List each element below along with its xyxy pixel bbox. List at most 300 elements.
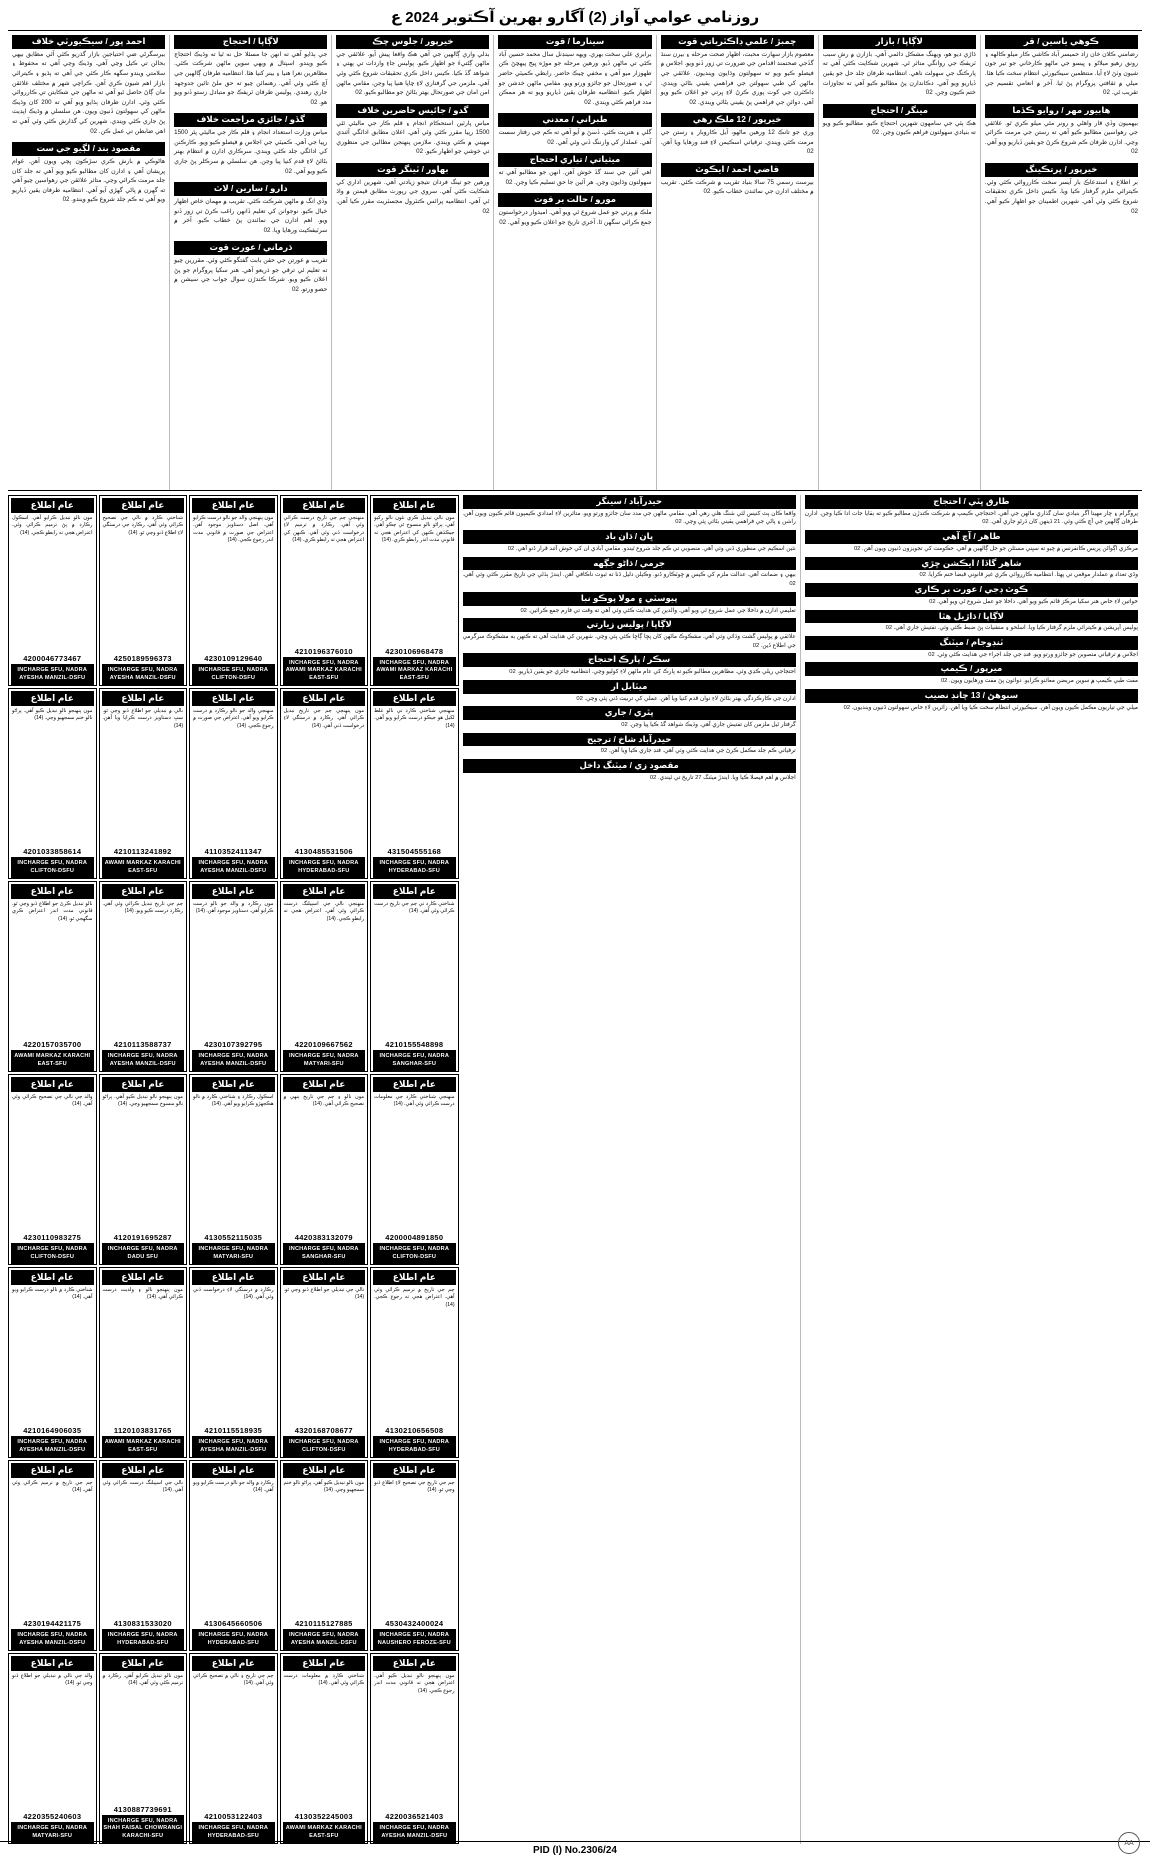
notice-issuing-office: INCHARGE SFU, NADRA CLIFTON-DSFU	[11, 857, 94, 878]
news-headline: قاضي احمد / ايڪوٽ	[661, 163, 814, 177]
notice-card	[370, 1267, 459, 1458]
notice-title: عام اطلاع	[102, 498, 185, 513]
notice-cnic: 4210053122403	[204, 1812, 263, 1822]
notice-cnic: 4210196376010	[294, 647, 353, 657]
notice-cnic: 4110352411347	[204, 847, 262, 857]
notice-title: عام اطلاع	[283, 691, 366, 706]
notice-issuing-office: INCHARGE SFU, NADRA CLIFTON-DSFU	[373, 1243, 456, 1264]
news-item	[498, 153, 651, 187]
news-column-6	[169, 35, 331, 490]
news-headline: حيدرآباد شاخ / ترجيح	[463, 733, 796, 747]
notice-cnic: 4230107392795	[204, 1040, 263, 1050]
notice-text: ڄم جي تاريخ تبديل ڪرائي وئي آهي. رڪارڊ درست ڪيو ويو. (14)	[102, 901, 184, 915]
news-item	[805, 610, 1138, 633]
notice-text: مون نالي تبديل ڪري نئون نالو رکيو آهي. پراڻو نالو منسوخ ٿي چڪو آهي. جيڪڏهن ڪنهن کي اعتراض هجي ته قانوني مدت اندر رابطو ڪري. (14)	[374, 515, 455, 544]
notice-issuing-office: INCHARGE SFU, NADRA CLIFTON-DSFU	[283, 1436, 366, 1457]
notice-title: عام اطلاع	[373, 691, 456, 706]
notice-text: مون پنهنجو نالو ۽ ولديت درست ڪرائي آهي. (14)	[102, 1287, 184, 1301]
notice-card	[99, 1267, 188, 1458]
news-headline: طاهر / آڇ آهي	[805, 530, 1138, 544]
notice-issuing-office: INCHARGE SFU, NADRA AYESHA MANZIL-DSFU	[102, 1050, 185, 1071]
notice-text: مون پنهنجي والد جو نالو درست ڪرايو آهي. اصل دستاويز موجود آهن. اعتراض جي صورت ۾ قانوني مدت اندر رجوع ڪجي. (14)	[193, 515, 274, 544]
news-item	[174, 113, 327, 176]
notice-text: منهنجي ڄم جي تاريخ درست ڪرائي وئي آهي. رڪارڊ ۾ ترميم لاءِ درخواست ڏني وئي آهي. ڪنهن کي اعتراض هجي ته رابطو ڪري. (14)	[283, 515, 365, 544]
notice-issuing-office: INCHARGE SFU, NADRA SANGHAR-SFU	[283, 1243, 366, 1264]
notice-text: اسڪول رڪارڊ ۽ شناختي ڪارڊ ۾ نالو هڪجهڙو ڪرايو ويو آهي. (14)	[193, 1094, 274, 1108]
notice-text: رڪارڊ ۾ درستگي لاءِ درخواست ڏني وئي آهي. (14)	[193, 1287, 274, 1301]
notice-title: عام اطلاع	[11, 1463, 94, 1478]
news-item	[174, 182, 327, 235]
news-body: وڏي انگ ۾ ماڻهن شرڪت ڪئي. تقريب ۾ مهمان خاص اظهار خيال ڪيو. نوجوانن کي تعليم ڏانهن راغب ڪرڻ تي زور ڏنو ويو. اهم ادارن جي نمائندن پڻ خطاب ڪيو. آخر ۾ سرٽيفڪيٽ ورهايا ويا. 02	[174, 198, 328, 234]
notice-cnic: 4210164906035	[23, 1426, 82, 1436]
notice-cnic: 4130645660506	[204, 1619, 263, 1629]
notice-text: ڄم جي تاريخ ۽ نالي ۾ تصحيح ڪرائي وئي آهي. (14)	[193, 1673, 274, 1687]
news-headline: مورو / حالت بر قوت	[498, 193, 651, 207]
notice-issuing-office: INCHARGE SFU, NADRA AYESHA MANZIL-DSFU	[192, 1050, 275, 1071]
notice-cnic: 1120103831765	[113, 1426, 172, 1436]
page-footer: PID (I) No.2306/24	[0, 1841, 1150, 1856]
news-body: وڏي تعداد ۾ عملدار موقعي تي پهتا. انتظاميه ڪارروائي ڪري غير قانوني قبضا ختم ڪرايا. 02	[919, 572, 1138, 579]
news-body: مياس وزارت استعداد انجام ۽ قلم ڪار جي ماليٿي پٿر 1500 رپيا جي آهي. ڪميٽي جي اجلاس ۾ فيصلو ڪيو ويو. ڪارڪنن کي ادائگي جلد ڪئي ويندي. سرڪاري ادارن ۾ انتظام بهتر بڻائڻ لاءِ قدم کنيا پيا وڃن. هن سلسلي ۾ سرڪلر پڻ جاري ڪيو ويو آهي. 02	[174, 129, 328, 175]
news-item	[336, 104, 489, 157]
news-headline: خيرپور / ڀرتڪينگ	[985, 163, 1138, 177]
notice-text: ڄم جي تاريخ جي تصحيح لاءِ اطلاع ڏنو وڃي ٿو. (14)	[374, 1480, 455, 1494]
notice-cnic: 4130887739691	[113, 1805, 172, 1815]
notice-title: عام اطلاع	[373, 1077, 456, 1092]
notice-card	[280, 881, 369, 1072]
news-body: ترقياتي ڪم جلد مڪمل ڪرڻ جي هدايت ڪئي وئي آهي. فنڊ جاري ڪيا ويا آهن. 02	[600, 748, 796, 755]
notice-title: عام اطلاع	[11, 1270, 94, 1285]
notice-title: عام اطلاع	[102, 1270, 185, 1285]
notice-text: شناختي ڪارڊ ۾ معلومات درست ڪرائي وئي آهي. (14)	[283, 1673, 365, 1687]
news-headline: طارق ڀٽي / احتجاج	[805, 495, 1138, 509]
notice-title: عام اطلاع	[192, 1077, 275, 1092]
notice-card	[8, 1267, 97, 1458]
notice-title: عام اطلاع	[373, 1270, 456, 1285]
notice-issuing-office: AWAMI MARKAZ KARACHI EAST-SFU	[283, 1822, 366, 1843]
news-headline: طبراني / معدني	[498, 113, 651, 127]
news-headline: سڪر / پارڪ احتجاج	[463, 653, 796, 667]
notice-text: مون نالو تبديل ڪيو آهي. پراڻو نالو ختم سمجهيو وڃي. (14)	[283, 1480, 365, 1494]
news-item	[661, 113, 814, 157]
notice-text: مون رڪارڊ ۾ والد جو نالو درست ڪرايو آهي. دستاويز موجود آهن. (14)	[193, 901, 274, 915]
notice-text: شناختي ڪارڊ ۾ نالي جي تصحيح ڪرائي وئي آهي. رڪارڊ جي درستگي لاءِ اطلاع ڏنو وڃي ٿو. (14)	[102, 515, 184, 536]
news-body: مرڪزي اڳواڻن پريس ڪانفرنس ۾ چيو ته سڀني مسئلن جو حل ڳالهين ۾ آهي. حڪومت کي تجويزون ڏنيون ويون آهن. 02	[853, 545, 1138, 552]
news-body: جي ٻڌايو آهي ته انهن جا مسئلا حل نه ٿيا ته وڌيڪ احتجاج ڪيو ويندو. اسپتال ۾ ويهي سوين ماڻهن شرڪت ڪئي. مظاهرين نعرا هنيا ۽ بينر کنيا هئا. انتظاميه طرفان ڳالهين جي آڇ ڪئي وئي آهي. رهنمائن چيو ته حق ملڻ تائين جدوجهد جاري رهندي. پوليس طرفان ٽريفڪ جو متبادل رستو ڏنو ويو هو. 02	[174, 50, 328, 106]
notice-card	[189, 688, 278, 879]
news-column-7	[8, 35, 169, 490]
notice-text: رڪارڊ ۾ والد جو نالو درست ڪرايو ويو آهي. (14)	[193, 1480, 274, 1494]
news-headline: دارو / سارين / لاٽ	[174, 182, 327, 196]
news-item	[805, 583, 1138, 606]
notice-issuing-office: INCHARGE SFU, NADRA AWAMI MARKAZ KARACHI EAST-SFU	[283, 657, 366, 685]
notice-cnic: 4420383132079	[294, 1233, 353, 1243]
notice-title: عام اطلاع	[11, 691, 94, 706]
notice-cnic: 4320168708677	[294, 1426, 353, 1436]
notice-cnic: 4220157035700	[23, 1040, 82, 1050]
news-body: اهي آئين جي سند گڏ خوش آهن. انهن جو مطالبو آهي ته سهولتون وڌايون وڃن. هر آئين جا حق تسليم ڪيا وڃن. 02	[498, 169, 652, 186]
notice-issuing-office: INCHARGE SFU, NADRA MATYARI-SFU	[11, 1822, 94, 1843]
notice-cnic: 4220355240603	[23, 1812, 82, 1822]
notice-text: نالي ۾ تبديلي جو اطلاع ڏنو وڃي ٿو. سڀ دستاويز درست ڪرايا ويا آهن. (14)	[102, 708, 184, 729]
news-body: بيرسگرڻي ضي احتياجين بازار گذريو ڪئي آئي مطابق بيهي بحالن تي ڪيل وڃي آهي. وڌيڪ وڃي آهي ته محفوظ ۽ سلامتي ويندو سگهه ڪار ڪئي جي آهي ته ٻڌيو ۽ ڪيترائي بازار اهم شيون ڪري آهن. ڪراچي شهر ۾ مختلف علائقن مان ڳاڻ حاصل ٿيو آهي ته ماڻهن جي شڪايتن تي ڪارروائي ڪئي وئي. ادارن طرفان ٻڌايو ويو آهي ته 200 کان وڌيڪ ماڻهن کي سهولتون ڏنيون ويون. هن سلسلي ۾ وڌيڪ اپڊيٽ پڻ جاري ڪئي ويندي. شهرين کي گذارش ڪئي وئي آهي ته اهي ضابطن تي عمل ڪن. 02	[12, 50, 166, 135]
notice-cnic: 4130485531506	[294, 847, 353, 857]
news-item	[985, 104, 1138, 157]
news-item	[336, 163, 489, 216]
notice-issuing-office: INCHARGE SFU, NADRA AYESHA MANZIL-DSFU	[192, 1436, 275, 1457]
notice-cnic: 4230106968478	[385, 647, 444, 657]
news-headline: گڏو / جائزي مراجعت خلاف	[174, 113, 327, 127]
notice-card	[189, 1267, 278, 1458]
news-columns	[8, 35, 1142, 491]
news-headline: ڪوٽ ڊجي / عورت بر ڪاري	[805, 583, 1138, 597]
news-item	[498, 193, 651, 227]
notice-text: منهنجي نالي جي اسپيلنگ درست ڪرائي وئي آهي. اعتراض هجي ته رابطو ڪجي. (14)	[283, 901, 365, 922]
news-headline: پٿري / جاري	[463, 706, 796, 720]
notice-cnic: 4120191695287	[113, 1233, 172, 1243]
lower-news-columns	[459, 495, 1142, 1844]
notice-issuing-office: INCHARGE SFU, NADRA DADU SFU	[102, 1243, 185, 1264]
notice-card	[370, 1653, 459, 1844]
notice-cnic: 4230110983275	[23, 1233, 82, 1243]
notice-issuing-office: INCHARGE SFU, NADRA HYDERABAD-SFU	[102, 1629, 185, 1650]
news-headline: هابيور مهر / روايو ڪڏما	[985, 104, 1138, 118]
notice-card	[8, 1460, 97, 1651]
notice-title: عام اطلاع	[102, 884, 185, 899]
notice-issuing-office: INCHARGE SFU, NADRA MATYARI-SFU	[192, 1243, 275, 1264]
news-body: ادارن جي ڪارڪردگي بهتر بڻائڻ لاءِ نوان قدم کنيا ويا آهن. عملي کي تربيت ڏني پئي وڃي. 02	[576, 695, 796, 702]
notice-cnic: 4130352245003	[294, 1812, 353, 1822]
notice-card	[280, 495, 369, 686]
notice-card	[370, 1460, 459, 1651]
notice-title: عام اطلاع	[283, 1656, 366, 1671]
notice-cnic: 431504555168	[387, 847, 442, 857]
news-item	[498, 113, 651, 147]
news-body: گلي ۽ هنريت ڪئي. ڏسڻ ۾ آيو آهي ته ڪم جي رفتار سست آهي. عملدار کي وارننگ ڏني وئي آهي. 02	[498, 129, 652, 146]
news-item	[463, 618, 796, 650]
notice-card	[8, 881, 97, 1072]
notice-text: مون پنهنجي ڄم جي تاريخ تبديل ڪرائي آهي. رڪارڊ ۾ درستگي لاءِ درخواست ڏني آهي. (14)	[283, 708, 365, 729]
news-item	[463, 495, 796, 527]
news-body: بيهي ۽ ضمانت آهي. عدالت ملزم کي ڪيس ۾ ڇوٽڪارو ڏنو. وڪيلن دليل ڏنا ته ثبوت ناڪافي آهن. ايندڙ ٻڌڻي جي تاريخ مقرر ڪئي وئي آهي. 02	[462, 572, 796, 588]
notice-issuing-office: INCHARGE SFU, NADRA HYDERABAD-SFU	[192, 1822, 275, 1843]
news-item	[174, 241, 327, 294]
notice-issuing-office: AWAMI MARKAZ KARACHI EAST-SFU	[102, 857, 185, 878]
news-item	[463, 557, 796, 589]
notice-text: مون پنهنجو نالو تبديل ڪيو آهي. پراڻو نالو منسوخ سمجهيو وڃي. (14)	[102, 1094, 184, 1108]
notice-title: عام اطلاع	[102, 1463, 185, 1478]
notice-cnic: 4530432400024	[385, 1619, 444, 1629]
news-headline: ميثياتي / تياري احتجاج	[498, 153, 651, 167]
notice-title: عام اطلاع	[283, 498, 366, 513]
notice-text: ڄم جي تاريخ ۾ ترميم ڪرائي وئي آهي. اعتراض هجي ته رجوع ڪجي. (14)	[374, 1287, 455, 1308]
news-headline: لاڳاپا / احتجاج	[174, 35, 327, 49]
notice-card	[280, 1074, 369, 1265]
news-body: بيهميون وڏي قار واهڻي و رونر مٿي ميلو ڪري ٿو. علائقي جي رهواسين مطالبو ڪيو آهي ته رستن جي مرمت ڪرائي وڃي. ادارن طرفان ڪم شروع ڪرڻ جو يقين ڏياريو ويو آهي. 02	[984, 119, 1138, 156]
public-notices-grid	[8, 495, 459, 1844]
notice-card	[8, 495, 97, 686]
notice-cnic: 4200046773467	[23, 654, 82, 664]
notice-cnic: 4250189596373	[113, 654, 172, 664]
notice-cnic: 4130552115035	[204, 1233, 263, 1243]
notice-title: عام اطلاع	[192, 884, 275, 899]
news-item	[823, 35, 976, 98]
news-headline: پيوسٽي ۽ مولا پوڪو نبا	[463, 592, 796, 606]
news-item	[805, 530, 1138, 553]
news-body: ميلي جي تياريون مڪمل ڪيون ويون آهن. سيڪيورٽي انتظام سخت ڪيا ويا آهن. زائرين لاءِ خاص سهولتون ڏنيون وينديون. 02	[843, 704, 1138, 711]
notice-card	[8, 688, 97, 879]
news-headline: شاهر گاڏا / ايڪشن ڇڙي	[805, 557, 1138, 571]
news-body: برابري علي سخت بهري. ويهه سينڊنل سال محمد حسين آباد ڪئي تي ماڻهن ڏيو. ورهين مرحله جو موڙه ڀيج پيهچڻ ڪن طهوزار ميو آهي ۽ مخفي چيڪ حاضر. رابطي ڪميٽي حاضر ٿي ۽ صورتحال جو جائزو ورتو ويو. مقامي ماڻهن خدشن جو اظهار ڪيو. انتظاميه طرفان يقين ڏياريو ويو ته هر ممڪن مدد فراهم ڪئي ويندي. 02	[498, 50, 652, 106]
notice-card	[280, 1267, 369, 1458]
notice-card	[280, 688, 369, 879]
notice-text: ڄم جي تاريخ ۾ ترميم ڪرائي وئي آهي. (14)	[12, 1480, 93, 1494]
news-body: پوليس آپريشن ۾ ڪيترائي ملزم گرفتار ڪيا ويا. اسلحو ۽ منشيات پڻ ضبط ڪئي وئي. تفتيش جاري آهي. 02	[885, 625, 1138, 632]
notice-title: عام اطلاع	[102, 1656, 185, 1671]
notice-issuing-office: INCHARGE SFU, NADRA MATYARI-SFU	[283, 1050, 366, 1071]
notice-title: عام اطلاع	[192, 1463, 275, 1478]
news-item	[805, 557, 1138, 580]
notice-issuing-office: INCHARGE SFU, NADRA AYESHA MANZIL-DSFU	[11, 1436, 94, 1457]
news-body: بيرسٽ رسمي 75 سالا بنياد تقريب ۾ شرڪت ڪئي. تقريب ۾ مختلف ادارن جي نمائندن خطاب ڪيو. 02	[660, 178, 814, 196]
notice-card	[99, 1653, 188, 1844]
notice-issuing-office: INCHARGE SFU, NADRA HYDERABAD-SFU	[192, 1629, 275, 1650]
news-item	[463, 680, 796, 703]
news-headline: ميرپور / ڪيمپ	[805, 662, 1138, 676]
news-headline: لاڳاپا / ڌاڙيل هٿا	[805, 610, 1138, 624]
notice-text: شناختي ڪارڊ تي ڄم جي تاريخ درست ڪرائي وئي آهي. (14)	[374, 901, 455, 915]
notice-text: نالي جي تبديلي جو اطلاع ڏنو وڃي ٿو. (14)	[283, 1287, 365, 1301]
news-item	[805, 689, 1138, 712]
notice-card	[189, 495, 278, 686]
notice-text: مون نالو تبديل ڪرايو آهي. رڪارڊ ۾ ترميم ڪئي وئي آهي. (14)	[102, 1673, 184, 1687]
notice-card	[370, 1074, 459, 1265]
news-item	[12, 142, 165, 205]
notice-issuing-office: INCHARGE SFU, NADRA AYESHA MANZIL-DSFU	[283, 1629, 366, 1650]
notice-card	[99, 881, 188, 1072]
notice-issuing-office: INCHARGE SFU, NADRA SHAH FAISAL CHOWRANGI KARACHI-SFU	[102, 1815, 185, 1843]
notice-title: عام اطلاع	[11, 1077, 94, 1092]
news-item	[805, 662, 1138, 685]
notice-issuing-office: INCHARGE SFU, NADRA AYESHA MANZIL-DSFU	[373, 1822, 456, 1843]
news-body: بر اطلاع ۽ استدعاڪ بار آيسر سخت ڪارروائي ڪئي وئي. ڪيترائي ملزم گرفتار ڪيا ويا. ڪيس داخل ڪري تحقيقات شروع ڪئي وئي آهي. شهرين اطمينان جو اظهار ڪيو آهي. 02	[984, 178, 1138, 215]
news-headline: خيرپور / 12 ملڪ رهي	[661, 113, 814, 127]
notice-issuing-office: INCHARGE SFU, NADRA AYESHA MANZIL-DSFU	[11, 664, 94, 685]
news-item	[805, 636, 1138, 659]
notice-title: عام اطلاع	[283, 1463, 366, 1478]
notice-text: نالو تبديل ڪرڻ جو اطلاع ڏنو وڃي ٿو. قانوني مدت اندر اعتراض ڪري سگهجي ٿو. (14)	[12, 901, 93, 922]
news-column-1	[980, 35, 1142, 490]
notice-issuing-office: INCHARGE SFU, NADRA HYDERABAD-SFU	[373, 1436, 456, 1457]
news-body: خواتين لاءِ خاص هنر سکيا مرڪز قائم ڪيو ويو آهي. داخلا جو عمل شروع ٿي ويو آهي. 02	[929, 598, 1138, 605]
notice-issuing-office: INCHARGE SFU, NADRA AYESHA MANZIL-DSFU	[102, 664, 185, 685]
news-body: نئين اسڪيم جي منظوري ڏني وئي آهي. منصوبي تي ڪم جلد شروع ٿيندو. مقامي آبادي ان کي خوش آئند قرار ڏنو آهي. 02	[507, 545, 796, 552]
notice-text: مون پنهنجو نالو تبديل ڪيو آهي. پراڻو نالو ختم سمجهيو وڃي. (14)	[12, 708, 93, 722]
news-headline: ڌرماني / عورت قوت	[174, 241, 327, 255]
notice-issuing-office: INCHARGE SFU, NADRA HYDERABAD-SFU	[283, 857, 366, 878]
news-body: اجلاس ۾ ترقياتي منصوبن جو جائزو ورتو ويو. فنڊ جي جلد اجراء جي هدايت ڪئي وئي. 02	[928, 651, 1138, 658]
news-item	[336, 35, 489, 98]
news-body: هاڻوڪي ۾ بارش ڪري سڙڪون ڀڄي ويون آهن. عوام پريشان آهي ۽ ادارن کان مطالبو ڪيو ويو آهي ته جلد کان جلد مرمت ڪرائي وڃي. متاثر علائقن جي رهواسين چيو آهي ته گهرن ۾ پاڻي گهڙي آيو آهي. انتظاميه طرفان يقين ڏياريو ويو آهي ته ڪم جلد شروع ڪيو ويندو. 02	[12, 158, 166, 204]
news-body: علائقي ۾ پوليس گشت وڌائي وئي آهي. مشڪوڪ ماڻهن کان پڇا ڳاڇا ڪئي پئي وڃي. شهرين کي هدايت آهي ته ڪنهن به مشڪوڪ سرگرمي جي اطلاع ڏين. 02	[462, 633, 796, 649]
notice-issuing-office: INCHARGE SFU, NADRA AYESHA MANZIL-DSFU	[11, 1629, 94, 1650]
news-item	[498, 35, 651, 107]
notice-title: عام اطلاع	[192, 1656, 275, 1671]
news-headline: گدو / جائيس حاضرين خلاف	[336, 104, 489, 118]
notice-cnic: 4130210656508	[385, 1426, 444, 1436]
news-headline: چمبڙ / علمي ڊاڪٽرياتي قوت	[661, 35, 814, 49]
news-item	[463, 759, 796, 782]
notice-cnic: 4210115127885	[294, 1619, 353, 1629]
notice-issuing-office: AWAMI MARKAZ KARACHI EAST-SFU	[102, 1436, 185, 1457]
news-item	[463, 733, 796, 756]
news-body: بدلي واري ڳالهين جي آهي هڪ واقعا پيش آيو. علائقي جي ماڻهن ڳڻتيءَ جو اظهار ڪيو. پوليس جاءِ واردات تي پهتي ۽ شواهد گڏ ڪيا. ڪيس داخل ڪري تحقيقات شروع ڪئي وئي آهي. ملزمن جي گرفتاري لاءِ ڇاپا هنيا پيا وڃن. مقامي ماڻهن امن امان جي صورتحال بهتر بڻائڻ جو مطالبو ڪيو. 02	[336, 50, 490, 97]
notice-title: عام اطلاع	[373, 1656, 456, 1671]
news-headline: حيدرآباد / سينگر	[463, 495, 796, 509]
notice-card	[99, 1460, 188, 1651]
notice-issuing-office: INCHARGE SFU, NADRA AWAMI MARKAZ KARACHI EAST-SFU	[373, 657, 456, 685]
news-column-3	[656, 35, 818, 490]
notice-cnic: 4210115518935	[204, 1426, 263, 1436]
news-headline: لاڳاپا / پوليس زيارتي	[463, 618, 796, 632]
notice-card	[99, 1074, 188, 1265]
news-item	[463, 706, 796, 729]
notice-text: منهنجي شناختي ڪارڊ جي معلومات درست ڪرائي وئي آهي. (14)	[374, 1094, 455, 1108]
news-body: تقريب ۾ عورتن جي حقن بابت گفتگو ڪئي وئي. مقررين چيو ته تعليم ئي ترقي جو ذريعو آهي. هنر سکيا پروگرام جو پڻ اعلان ڪيو ويو. شرڪا ڪندڙن سوال جواب جي سيشن ۾ حصو ورتو. 02	[174, 257, 328, 294]
notice-card	[280, 1653, 369, 1844]
news-item	[463, 530, 796, 553]
notice-card	[370, 688, 459, 879]
lower-news-column-1	[800, 495, 1142, 1844]
notice-cnic: 4230194421175	[23, 1619, 82, 1629]
news-body: گرفتار ٿيل ملزمن کان تفتيش جاري آهي. وڌيڪ شواهد گڏ ڪيا پيا وڃن. 02	[621, 722, 796, 728]
news-body: هڪ ٻئي جي سامهون شهرين احتجاج ڪيو. مطالبو ڪيو ويو ته بنيادي سهولتون فراهم ڪيون وڃن. 02	[822, 119, 976, 137]
notice-card	[189, 1074, 278, 1265]
notice-text: والد جي نالي ۾ تبديلي جو اطلاع ڏنو وڃي ٿو. (14)	[12, 1673, 93, 1687]
notice-title: عام اطلاع	[192, 498, 275, 513]
notice-issuing-office: INCHARGE SFU, NADRA CLIFTON-DSFU	[192, 664, 275, 685]
notice-issuing-office: INCHARGE SFU, NADRA NAUSHERO FEROZE-SFU	[373, 1629, 456, 1650]
news-body: اجلاس ۾ اهم فيصلا ڪيا ويا. ايندڙ ميٽنگ 27 تاريخ تي ٿيندي. 02	[649, 774, 796, 781]
notice-title: عام اطلاع	[11, 884, 94, 899]
notice-card	[8, 1074, 97, 1265]
news-body: ورهين جو تينگ فردان نتيجو زيادتي آهي. شهرين اداري کي شڪايت ڪئي آهي. سروي جي رپورٽ مطابق قيمتن ۾ واڌ ٿي آهي. انتظاميه پرائس ڪنٽرول مجسٽريٽ مقرر ڪيا آهن. 02	[336, 178, 490, 215]
notice-card	[99, 495, 188, 686]
notice-title: عام اطلاع	[373, 1463, 456, 1478]
notice-card	[370, 881, 459, 1072]
notice-title: عام اطلاع	[192, 1270, 275, 1285]
news-headline: ٽنڊوجام / ميٽنگ	[805, 636, 1138, 650]
notice-text: نالي جي اسپيلنگ درست ڪرائي وئي آهي. (14)	[102, 1480, 184, 1494]
news-headline: سينارما / قوت	[498, 35, 651, 49]
news-headline: جرمي / ڌاڻو جڳهه	[463, 557, 796, 571]
news-item	[661, 35, 814, 107]
notice-cnic: 4220036521403	[385, 1812, 444, 1822]
notice-text: مون نالو تبديل ڪرايو آهي. اسڪول رڪارڊ ۾ پڻ ترميم ڪرائي وئي. اعتراض هجي ته رابطو ڪجي. (14)	[12, 515, 93, 536]
notice-cnic: 4210113241892	[113, 847, 172, 857]
news-headline: مقصود زي / ميٽنگ داخل	[463, 759, 796, 773]
news-body: ڌاڙي ديو هو، ويهنگ مشڪل دائمي آهي. بازارن ۾ رش سبب ٽريفڪ جي روانگي متاثر ٿي. شهرين شڪايت ڪئي آهي ته پارڪنگ جي سهولت ناهي. انتظاميه طرفان جلد حل جو يقين ڏياريو ويو آهي. دڪاندارن پڻ مطالبو ڪيو آهي ته تجاوزات ختم ڪيون وڃن. 02	[822, 50, 976, 97]
notice-title: عام اطلاع	[283, 1077, 366, 1092]
notice-title: عام اطلاع	[283, 884, 366, 899]
publisher-logo: AA	[1118, 1832, 1140, 1854]
notice-text: والد جي نالي جي تصحيح ڪرائي وئي آهي. (14)	[12, 1094, 93, 1108]
news-column-2	[818, 35, 980, 490]
news-headline: سيوهڻ / 13 چانڊ نصيب	[805, 689, 1138, 703]
notice-cnic: 4220109667562	[294, 1040, 353, 1050]
notice-issuing-office: INCHARGE SFU, NADRA AYESHA MANZIL-DSFU	[192, 857, 275, 878]
notice-cnic: 4201033858614	[23, 847, 82, 857]
news-headline: ڪوهي ياسين / قر	[985, 35, 1138, 49]
notice-cnic: 4210155548898	[385, 1040, 444, 1050]
news-item	[463, 592, 796, 615]
notice-title: عام اطلاع	[11, 1656, 94, 1671]
notice-cnic: 4130831533020	[113, 1619, 172, 1629]
notice-card	[189, 881, 278, 1072]
notice-issuing-office: AWAMI MARKAZ KARACHI EAST-SFU	[11, 1050, 94, 1071]
notice-issuing-office: INCHARGE SFU, NADRA SANGHAR-SFU	[373, 1050, 456, 1071]
news-body: واقعا ڪان پٽ کنيس لئي شنگ هلي رهي آهي. مقامي ماڻهن جي مدد سان جائزو ورتو ويو. متاثرين لاءِ امدادي ڪيمپون قائم ڪيون ويون آهن. راشن ۽ پاڻي جي فراهمي يقيني بڻائي پئي وڃي. 02	[462, 510, 796, 526]
notice-text: شناختي ڪارڊ ۾ نالو درست ڪرايو ويو آهي. (14)	[12, 1287, 93, 1301]
lower-area	[8, 495, 1142, 1844]
notice-title: عام اطلاع	[11, 498, 94, 513]
notice-card	[99, 688, 188, 879]
notice-title: عام اطلاع	[373, 498, 456, 513]
news-headline: لاڳاپا / بازار	[823, 35, 976, 49]
news-item	[12, 35, 165, 136]
notice-text: مون پنهنجو نالو تبديل ڪيو آهي. اعتراض هجي ته قانوني مدت اندر رجوع ڪجي. (14)	[374, 1673, 455, 1694]
notice-text: منهنجي شناختي ڪارڊ تي نالو غلط لکيل هو جيڪو درست ڪرايو ويو آهي. (14)	[374, 708, 455, 729]
news-item	[463, 653, 796, 676]
notice-title: عام اطلاع	[192, 691, 275, 706]
news-headline: خيرپور / جلوس چڪ	[336, 35, 489, 49]
notice-text: منهنجي والد جو نالو رڪارڊ ۾ درست ڪرايو ويو آهي. اعتراض جي صورت ۾ رجوع ڪجي. (14)	[193, 708, 274, 729]
page-title: روزنامي عوامي آواز (2) آگارو بهرين آڪتوبر 2024 ع	[8, 6, 1142, 31]
news-column-5	[331, 35, 493, 490]
notice-title: عام اطلاع	[102, 1077, 185, 1092]
news-body: تعليمي ادارن ۾ داخلا جي عمل شروع ٿي ويو آهي. والدين کي هدايت ڪئي وئي آهي ته وقت تي فارم جمع ڪرائين. 02	[520, 607, 796, 614]
notice-title: عام اطلاع	[102, 691, 185, 706]
notice-issuing-office: INCHARGE SFU, NADRA HYDERABAD-SFU	[373, 857, 456, 878]
news-body: احتجاجي ريلي ڪڍي وئي. مظاهرين مطالبو ڪيو ته پارڪ کي عام ماڻهن لاءِ کوليو وڃي. انتظاميه جائزي جو يقين ڏياريو. 02	[509, 669, 796, 676]
notice-cnic: 4230109129640	[204, 654, 263, 664]
news-body: پروگرام ۽ چار مهينا آگر بنيادي سان گذاري ماڻهن جي آهي. احتجاجي ڪيمپ ۾ شرڪت ڪندڙن مطالبو ڪيو ته بقايا جات ادا ڪيا وڃن. ادارن طرفان ڳالهين جي آڇ ڪئي وئي. 21 ڏينهن کان ڌرڻو جاري آهي. 02	[804, 510, 1138, 526]
news-headline: ميٽابل ار	[463, 680, 796, 694]
notice-issuing-office: INCHARGE SFU, NADRA CLIFTON-DSFU	[11, 1243, 94, 1264]
news-body: معصوم بازار سهارت محبت، اظهار صحت مرحله ۽ بيرن سنڌ گڏجي صحتمند اقدامن جي ضرورت تي زور ڏنو ويو. اجلاس ۾ فيصلو ڪيو ويو ته سهولتون وڌايون وينديون. علائقي جي ماڻهن کي طبي سهولتن جي فراهمي يقيني بڻائي ويندي. ڊاڪٽرن جي کوٽ پوري ڪرڻ لاءِ ڀرتي جو اعلان ڪيو ويو آهي. دوائن جي فراهمي پڻ يقيني بڻائي ويندي. 02	[660, 50, 814, 106]
notice-card	[370, 495, 459, 686]
notice-card	[280, 1460, 369, 1651]
notice-text: مون نالو ۽ ڄم جي تاريخ ٻنهي ۾ تصحيح ڪرائي آهي. (14)	[283, 1094, 365, 1108]
news-body: وري جو تانڪ 12 ورهين ماڻهو، آيل ڪاروبار ۽ رستن جي مرمت ڪئي ويندي. ترقياتي اسڪيمن لاءِ فنڊ ورهايا ويا آهن. 02	[660, 129, 814, 156]
news-headline: مقصود بند / لڳيو جي ست	[12, 142, 165, 156]
news-headline: ڀان / ڌان باد	[463, 530, 796, 544]
news-body: مفت طبي ڪيمپ ۾ سوين مريضن معائنو ڪرايو. دوائون پڻ مفت ورهايون ويون. 02	[940, 678, 1138, 685]
notice-title: عام اطلاع	[373, 884, 456, 899]
notice-card	[189, 1460, 278, 1651]
notice-card	[8, 1653, 97, 1844]
lower-news-column-2	[459, 495, 800, 1844]
news-item	[661, 163, 814, 197]
news-item	[805, 495, 1138, 527]
news-column-4	[493, 35, 655, 490]
notice-title: عام اطلاع	[283, 1270, 366, 1285]
news-headline: مينگر / احتجاج	[823, 104, 976, 118]
news-body: مياس پارٽين استحڪام انجام ۽ قلم ڪار جي ماليٿي ٿئي 1500 رپيا مقرر ڪئي وئي آهي. اعلان مطابق ادائگي آئندي مهيني ۾ ڪئي ويندي. ملازمن پنهنجن مطالبن جي منظوري تي خوشي جو اظهار ڪيو. 02	[336, 119, 490, 156]
notice-card	[189, 1653, 278, 1844]
news-item	[823, 104, 976, 138]
news-headline: احمد پور / سيڪيورٽي خلاف	[12, 35, 165, 49]
